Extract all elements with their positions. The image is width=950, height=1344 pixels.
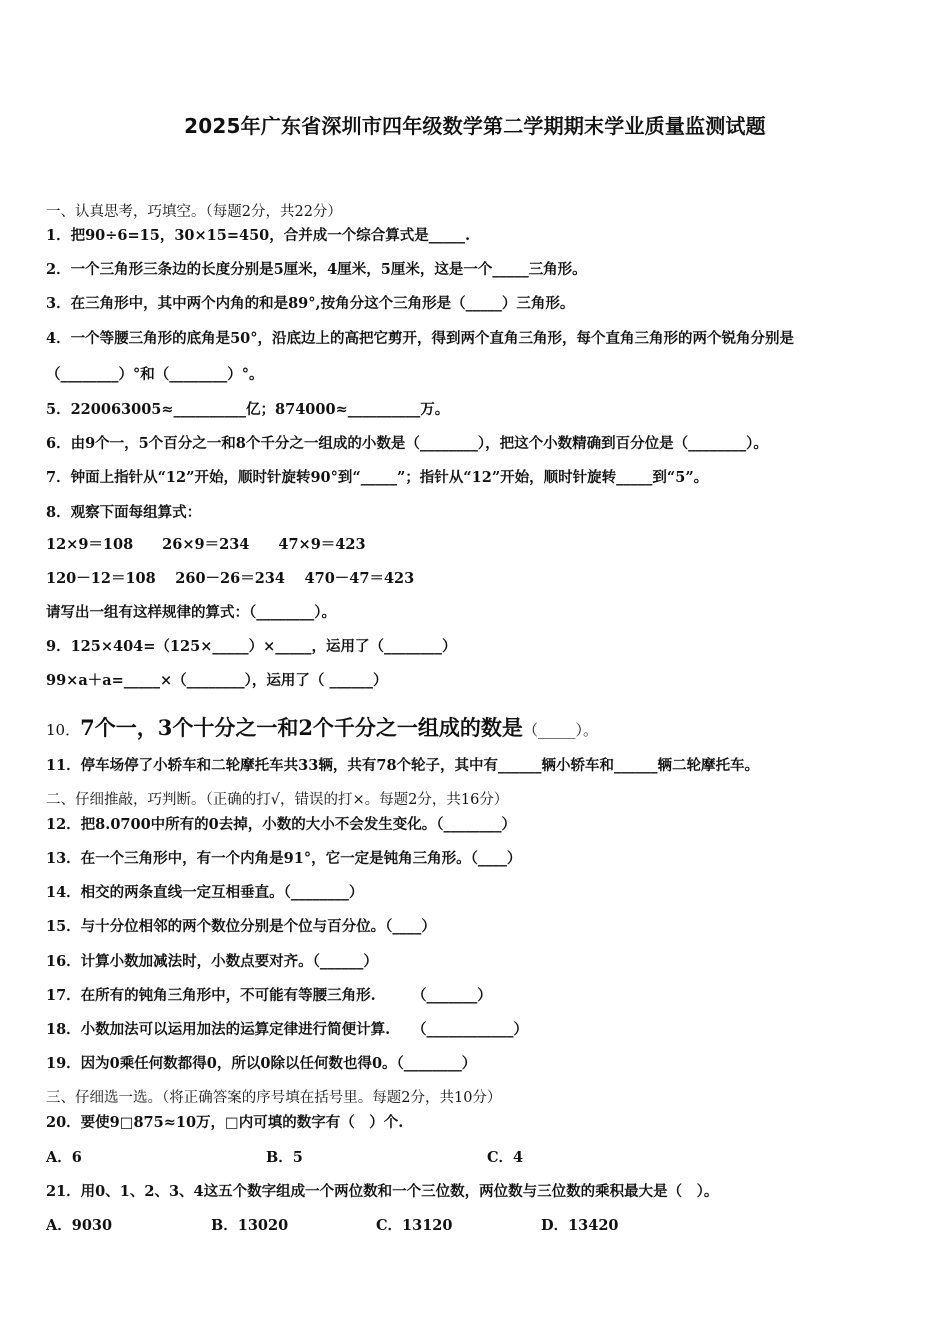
question-3: 3．在三角形中，其中两个内角的和是89°,按角分这个三角形是（_____）三角形。 (46, 295, 575, 312)
question-8-prompt: 请写出一组有这样规律的算式：（________）。 (46, 604, 336, 621)
question-14: 14．相交的两条直线一定互相垂直。（________） (46, 884, 364, 901)
question-19: 19．因为0乘任何数都得0，所以0除以任何数也得0。（________） (46, 1055, 477, 1072)
question-13: 13．在一个三角形中，有一个内角是91°，它一定是钝角三角形。（____） (46, 850, 522, 867)
question-12: 12．把8.0700中所有的0去掉，小数的大小不会发生变化。（________） (46, 816, 517, 833)
question-18: 18．小数加法可以运用加法的运算定律进行简便计算. （____________） (46, 1021, 528, 1038)
question-10-blank: （_____）。 (522, 721, 598, 739)
question-5: 5．220063005≈__________亿；874000≈__________万。 (46, 401, 450, 418)
question-1: 1．把90÷6=15，30×15=450，合并成一个综合算式是_____. (46, 227, 471, 244)
question-8: 8．观察下面每组算式： (46, 504, 202, 521)
question-4-line-1: 4．一个等腰三角形的底角是50°，沿底边上的高把它剪开，得到两个直角三角形，每个直角三角形的两个锐角分别是 (46, 330, 795, 347)
question-21: 21．用0、1、2、3、4这五个数字组成一个两位数和一个三位数，两位数与三位数的乘积最大是（ ）。 (46, 1183, 719, 1200)
section-1-heading: 一、认真思考，巧填空。（每题2分，共22分） (46, 204, 342, 220)
question-10-text: 7个一，3个十分之一和2个千分之一组成的数是 (80, 715, 523, 740)
question-8-row-1: 12×9＝108 26×9＝234 47×9＝423 (46, 536, 366, 553)
question-20: 20．要使9□875≈10万，□内可填的数字有（ ）个. (46, 1114, 404, 1131)
section-2-heading: 二、仔细推敲，巧判断。（正确的打√，错误的打×。每题2分，共16分） (46, 792, 509, 808)
question-2: 2．一个三角形三条边的长度分别是5厘米，4厘米，5厘米，这是一个_____三角形。 (46, 261, 587, 278)
question-20-option-a: A．6 (46, 1149, 82, 1166)
question-6: 6．由9个一，5个百分之一和8个千分之一组成的小数是（________），把这个小数精确到百分位是（________）。 (46, 435, 768, 452)
question-20-option-b: B．5 (266, 1149, 303, 1166)
question-10-number: 10． (46, 721, 81, 739)
question-21-option-c: C．13120 (376, 1217, 453, 1234)
question-8-row-2: 120－12＝108 260－26＝234 470－47＝423 (46, 570, 415, 587)
question-16: 16．计算小数加减法时，小数点要对齐。（______） (46, 953, 378, 970)
question-9-line-1: 9．125×404=（125×_____）×_____，运用了（________） (46, 638, 457, 655)
question-10 (46, 714, 916, 744)
question-9-line-2: 99×a＋a=_____×（________），运用了（ ______） (46, 672, 388, 689)
question-4-line-2: （________）°和（________）°。 (46, 366, 264, 383)
question-20-option-c: C．4 (487, 1149, 524, 1166)
page-title: 2025年广东省深圳市四年级数学第二学期期末学业质量监测试题 (184, 114, 766, 138)
question-7: 7．钟面上指针从“12”开始，顺时针旋转90°到“_____”；指针从“12”开始，顺时针旋转_____到“5”。 (46, 469, 709, 486)
question-15: 15．与十分位相邻的两个数位分别是个位与百分位。（____） (46, 918, 436, 935)
section-3-heading: 三、仔细选一选。（将正确答案的序号填在括号里。每题2分，共10分） (46, 1090, 502, 1106)
question-21-option-d: D．13420 (541, 1217, 619, 1234)
question-21-option-b: B．13020 (211, 1217, 289, 1234)
question-17: 17．在所有的钝角三角形中，不可能有等腰三角形. （_______） (46, 987, 492, 1004)
question-11: 11．停车场停了小轿车和二轮摩托车共33辆，共有78个轮子，其中有______辆小轿车和______辆二轮摩托车。 (46, 757, 760, 774)
question-21-option-a: A．9030 (46, 1217, 113, 1234)
